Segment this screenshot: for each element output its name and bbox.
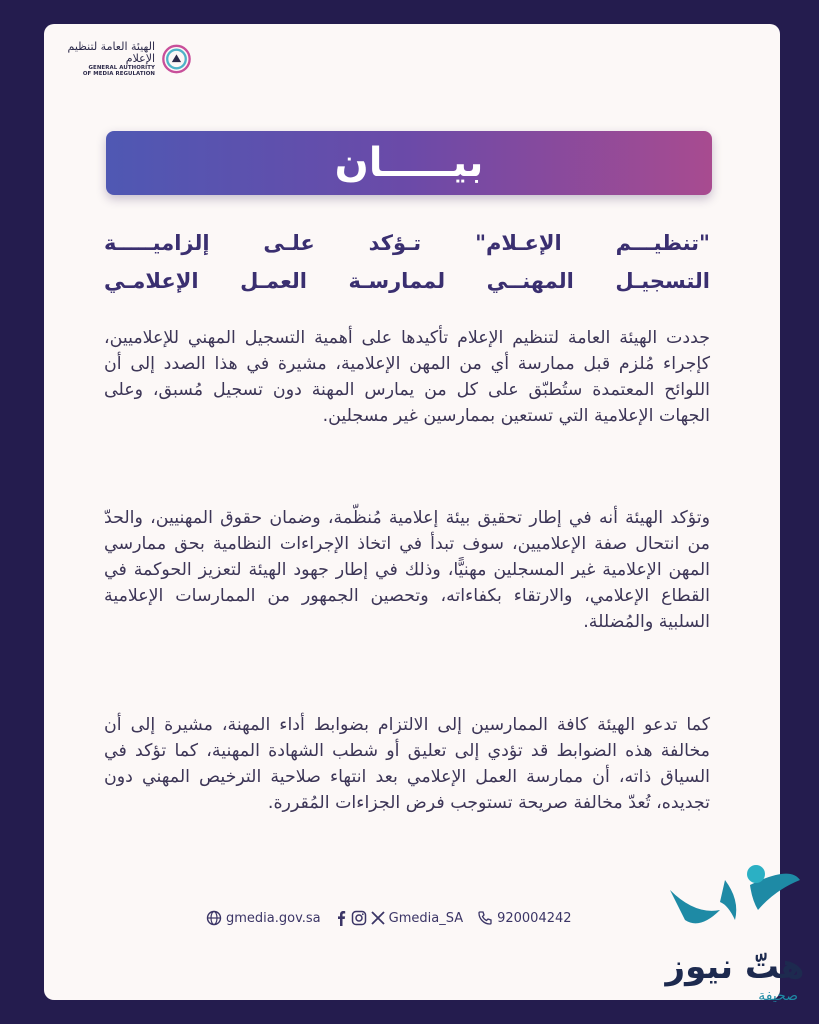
- contact-footer: [206, 904, 572, 932]
- org-name: [62, 41, 155, 77]
- website-link[interactable]: [206, 910, 321, 926]
- org-logo: [62, 36, 192, 82]
- website-text: gmedia.gov.sa: [226, 910, 321, 926]
- hatt-news-watermark: [640, 860, 810, 1010]
- social-handle: Gmedia_SA: [388, 910, 464, 926]
- watermark-subtitle: صحيفة: [758, 988, 798, 1004]
- facebook-icon[interactable]: [335, 910, 347, 926]
- x-icon[interactable]: [371, 911, 385, 925]
- org-name-ar: الهيئة العامة لتنظيم الإعلام: [67, 40, 156, 65]
- social-links[interactable]: [335, 910, 463, 926]
- phone-number: 920004242: [497, 910, 572, 926]
- statement-banner: [106, 131, 712, 195]
- banner-title: بيـــــان: [334, 140, 484, 186]
- org-name-en-line2: OF MEDIA REGULATION: [82, 71, 156, 77]
- headline-line-2: التسجيـل المهنــي لممارسـة العمـل الإعلامـي: [104, 269, 710, 293]
- paragraph-3: كما تدعو الهيئة كافة الممارسين إلى الالتزام بضوابط أداء المهنة، مشيرة إلى أن مخالفة هذه الضوابط قد تؤدي إلى تعليق أو شطب الشهادة المهنية، كما تؤكد في السياق ذاته، أن ممارسة العمل الإعلامي بعد انتهاء صلاحية الترخيص المهني دون تجديده، تُعدّ مخالفة صريحة تستوجب فرض الجزاءات المُقررة.: [104, 715, 710, 813]
- instagram-icon[interactable]: [351, 910, 367, 926]
- watermark-brand: هتّ نيوز: [665, 947, 805, 987]
- paragraph-2: وتؤكد الهيئة أنه في إطار تحقيق بيئة إعلامية مُنظّمة، وضمان حقوق المهنيين، والحدّ من انتحال صفة الإعلاميين، سوف تبدأ في اتخاذ الإجراءات النظامية بحق ممارسي المهن الإعلامية غير المسجلين مهنيًّا، وذلك في إطار جهود الهيئة لتعزيز الحوكمة في القطاع الإعلامي، والارتقاء بكفاءاته، وتحصين الجمهور من الممارسات الإعلامية السلبية والمُضللة.: [104, 508, 710, 632]
- org-name-en-line1: GENERAL AUTHORITY: [88, 65, 156, 71]
- org-emblem-icon: [161, 39, 192, 79]
- headline: [104, 224, 710, 300]
- phone-link[interactable]: [477, 910, 571, 926]
- paragraph-1: جددت الهيئة العامة لتنظيم الإعلام تأكيدها على أهمية التسجيل المهني للإعلاميين، كإجراء مُلزم قبل ممارسة أي من المهن الإعلامية، مشيرة في هذا الصدد إلى أن اللوائح المعتمدة ستُطبّق على كل من يمارس المهنة دون تسجيل مُسبق، وعلى الجهات الإعلامية التي تستعين بممارسين غير مسجلين.: [104, 328, 710, 426]
- globe-icon: [206, 910, 222, 926]
- phone-icon: [477, 910, 493, 926]
- headline-line-1: "تنظيـــم الإعـلام" تـؤكد علـى إلزاميـــــة: [104, 231, 710, 255]
